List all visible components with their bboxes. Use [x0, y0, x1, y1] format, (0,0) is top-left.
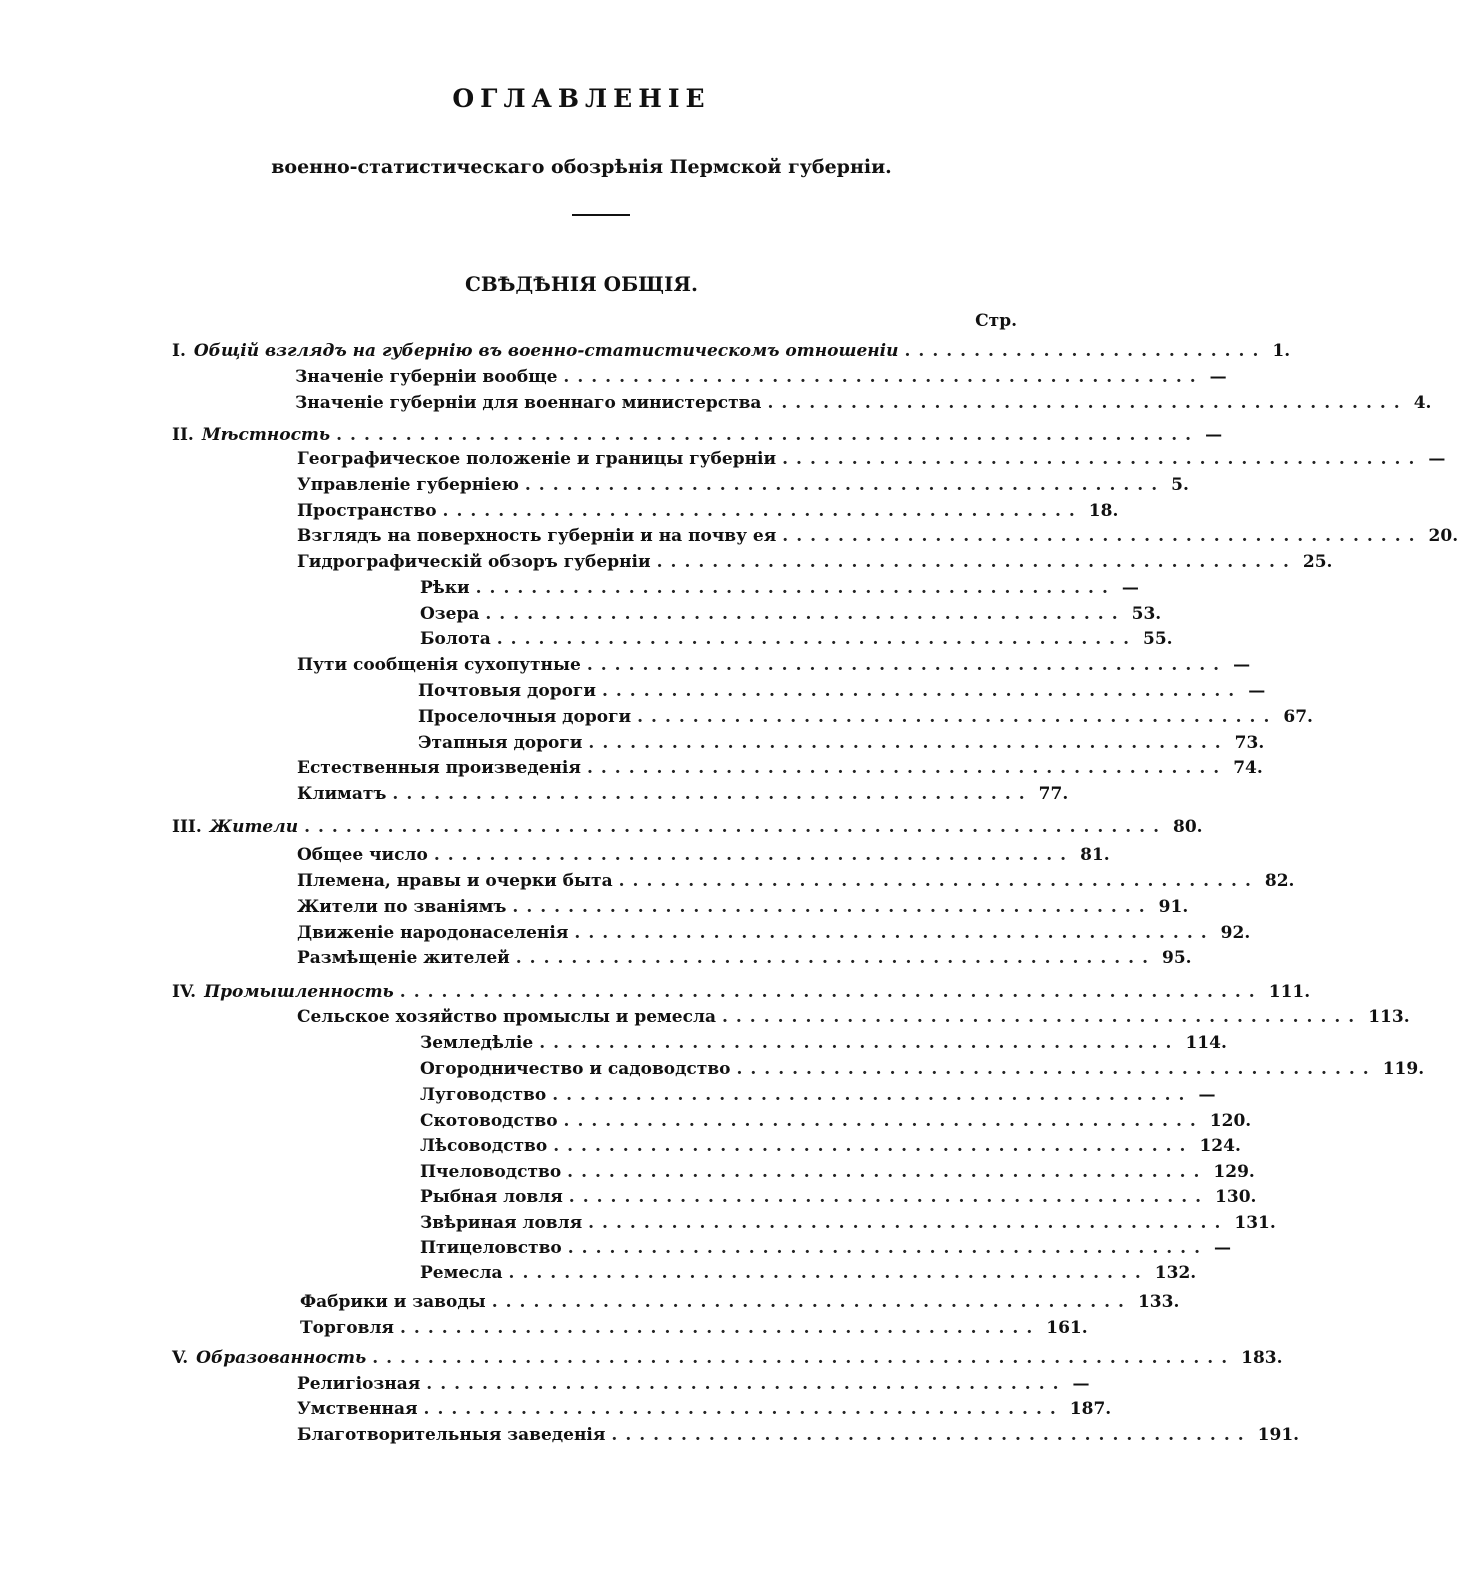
dot-leader: .............................................. — [563, 367, 1204, 387]
toc-entry — [420, 1235, 1231, 1261]
toc-entry — [172, 979, 1311, 1005]
toc-entry — [420, 1159, 1255, 1185]
toc-entry — [420, 1030, 1227, 1056]
toc-entry — [297, 781, 1069, 807]
entry-label: Жители по званiямъ — [297, 897, 507, 917]
toc-entry — [172, 1345, 1283, 1371]
entry-label: Ремесла — [420, 1263, 503, 1283]
entry-page: 91. — [1158, 897, 1189, 917]
page-subtitle: военно-статистическаго обозрѣнiя Пермской губернiи. — [271, 156, 892, 178]
dot-leader: .............................................. — [568, 1187, 1210, 1207]
entry-page: 74. — [1233, 758, 1263, 778]
dot-leader: .............................................. — [552, 1085, 1193, 1105]
toc-entry — [297, 1422, 1300, 1448]
toc-entry — [418, 704, 1313, 730]
entry-label: Умственная — [297, 1399, 418, 1419]
entry-page: 191. — [1257, 1425, 1300, 1445]
entry-label: Почтовыя дороги — [418, 681, 596, 701]
chapter-number: III. — [172, 817, 202, 837]
dot-leader: .............................................. — [512, 897, 1153, 917]
dot-leader: .............................................. — [782, 526, 1423, 546]
dot-leader: .............................................. — [442, 501, 1083, 521]
entry-page: 73. — [1234, 733, 1265, 753]
dot-leader: .............................................. — [586, 655, 1228, 675]
entry-label: Благотворительныя заведенiя — [297, 1425, 606, 1445]
toc-entry — [420, 626, 1173, 652]
entry-page: — — [1248, 681, 1266, 701]
entry-page: — — [1214, 1238, 1231, 1258]
entry-page: 133. — [1137, 1292, 1180, 1312]
toc-entry — [297, 523, 1458, 549]
chapter-number: I. — [172, 341, 186, 361]
entry-page: 183. — [1241, 1348, 1283, 1368]
dot-leader: .............................................. — [767, 393, 1408, 413]
toc-entry — [297, 472, 1189, 498]
entry-page: 95. — [1162, 948, 1192, 968]
toc-entry — [420, 1108, 1252, 1134]
dot-leader: .............................................................. — [304, 817, 1168, 837]
toc-entry — [418, 678, 1266, 704]
entry-label: Пути сообщенiя сухопутные — [297, 655, 581, 675]
toc-entry — [172, 338, 1291, 364]
entry-page: — — [1209, 367, 1227, 387]
entry-page: 55. — [1143, 629, 1173, 649]
dot-leader: .............................................. — [400, 1318, 1041, 1338]
toc-entry — [418, 730, 1265, 756]
dot-leader: .............................................. — [426, 1374, 1067, 1394]
chapter-number: V. — [172, 1348, 189, 1368]
entry-page: 5. — [1171, 475, 1189, 495]
entry-label: Рыбная ловля — [420, 1187, 563, 1207]
dot-leader: .............................................. — [563, 1111, 1204, 1131]
dot-leader: .............................................. — [567, 1238, 1208, 1258]
entry-page: 1. — [1272, 341, 1291, 361]
entry-page: 130. — [1215, 1187, 1257, 1207]
toc-entry — [420, 1260, 1197, 1286]
dot-leader: .............................................. — [736, 1059, 1377, 1079]
entry-page: 131. — [1234, 1213, 1276, 1233]
entry-page: 119. — [1382, 1059, 1425, 1079]
dot-leader: .......................... — [904, 341, 1267, 361]
entry-label: Размѣщенiе жителей — [297, 948, 510, 968]
entry-label: Птицеловство — [420, 1238, 562, 1258]
dot-leader: .............................................. — [433, 845, 1075, 865]
dot-leader: .............................................. — [782, 449, 1423, 469]
toc-entry — [297, 842, 1110, 868]
dot-leader: .............................................. — [491, 1292, 1132, 1312]
entry-label: Мѣстность — [201, 425, 331, 445]
toc-entry — [297, 755, 1263, 781]
dot-leader: .............................................. — [586, 758, 1228, 778]
toc-entry — [297, 652, 1251, 678]
dot-leader: .............................................. — [637, 707, 1278, 727]
entry-label: Движенiе народонаселенiя — [297, 923, 569, 943]
toc-entry — [295, 364, 1227, 390]
toc-entry — [297, 446, 1446, 472]
entry-label: Сельское хозяйство промыслы и ремесла — [297, 1007, 716, 1027]
entry-label: Проселочныя дороги — [418, 707, 632, 727]
entry-label: Скотоводство — [420, 1111, 558, 1131]
dot-leader: .............................................. — [475, 578, 1116, 598]
dot-leader: .............................................. — [508, 1263, 1149, 1283]
entry-page: 20. — [1428, 526, 1458, 546]
toc-entry — [172, 422, 1223, 448]
entry-label: Фабрики и заводы — [300, 1292, 486, 1312]
entry-label: Религiозная — [297, 1374, 421, 1394]
entry-page: 111. — [1268, 982, 1311, 1002]
entry-label: Климатъ — [297, 784, 387, 804]
toc-entry — [297, 1004, 1410, 1030]
entry-page: 82. — [1264, 871, 1295, 891]
toc-entry — [300, 1315, 1088, 1341]
dot-leader: .............................................. — [618, 871, 1259, 891]
entry-label: Лѣсоводство — [420, 1136, 548, 1156]
entry-page: 92. — [1220, 923, 1251, 943]
dot-leader: .............................................. — [392, 784, 1033, 804]
entry-label: Пространство — [297, 501, 437, 521]
toc-entry — [297, 1371, 1090, 1397]
entry-label: Общiй взглядъ на губернiю въ военно-статистическомъ отношенiи — [193, 341, 899, 361]
dot-leader: .............................................. — [567, 1162, 1208, 1182]
entry-page: — — [1428, 449, 1446, 469]
toc-entry — [420, 575, 1139, 601]
entry-label: Болота — [420, 629, 491, 649]
dot-leader: .............................................. — [656, 552, 1297, 572]
toc-entry — [420, 601, 1162, 627]
entry-page: — — [1205, 425, 1223, 445]
entry-page: 161. — [1046, 1318, 1088, 1338]
dot-leader: .............................................. — [553, 1136, 1194, 1156]
toc-entry — [297, 868, 1295, 894]
entry-label: Значенiе губернiи вообще — [295, 367, 558, 387]
toc-entry — [420, 1082, 1216, 1108]
chapter-number: II. — [172, 425, 194, 445]
dot-leader: .............................................. — [496, 629, 1137, 649]
entry-page: 187. — [1069, 1399, 1112, 1419]
dot-leader: .............................................. — [515, 948, 1156, 968]
page-title: ОГЛАВЛЕНIЕ — [452, 84, 711, 113]
entry-page: 132. — [1154, 1263, 1197, 1283]
toc-entry — [420, 1184, 1257, 1210]
entry-label: Озера — [420, 604, 480, 624]
entry-page: — — [1198, 1085, 1216, 1105]
toc-entry — [420, 1056, 1425, 1082]
entry-label: Земледѣлiе — [420, 1033, 534, 1053]
dot-leader: .............................................. — [485, 604, 1126, 624]
entry-label: Племена, нравы и очерки быта — [297, 871, 613, 891]
entry-page: 81. — [1080, 845, 1110, 865]
dot-leader: .............................................. — [539, 1033, 1180, 1053]
entry-page: 124. — [1199, 1136, 1241, 1156]
entry-label: Общее число — [297, 845, 428, 865]
toc-entry — [297, 945, 1192, 971]
page-column-label: Стр. — [975, 311, 1017, 331]
entry-label: Гидрографическiй обзоръ губернiи — [297, 552, 651, 572]
entry-page: 129. — [1213, 1162, 1255, 1182]
entry-label: Этапныя дороги — [418, 733, 583, 753]
entry-page: 120. — [1209, 1111, 1252, 1131]
toc-entry — [172, 814, 1203, 840]
entry-label: Луговодство — [420, 1085, 547, 1105]
toc-entry — [297, 498, 1119, 524]
toc-entry — [295, 390, 1432, 416]
dot-leader: .............................................. — [588, 733, 1229, 753]
dot-leader: .............................................. — [588, 1213, 1229, 1233]
toc-entry — [297, 1396, 1112, 1422]
entry-page: 4. — [1413, 393, 1432, 413]
toc-entry — [420, 1133, 1241, 1159]
dot-leader: .............................................. — [574, 923, 1215, 943]
toc-entry — [420, 1210, 1276, 1236]
entry-page: — — [1121, 578, 1139, 598]
entry-page: 18. — [1088, 501, 1119, 521]
dot-leader: .............................................. — [423, 1399, 1064, 1419]
toc-entry — [300, 1289, 1180, 1315]
entry-label: Образованность — [196, 1348, 367, 1368]
entry-label: Управленiе губернiею — [297, 475, 519, 495]
entry-page: — — [1233, 655, 1251, 675]
entry-page: 53. — [1131, 604, 1162, 624]
entry-page: 77. — [1038, 784, 1069, 804]
dot-leader: .............................................................. — [336, 425, 1200, 445]
entry-label: Промышленность — [204, 982, 394, 1002]
dot-leader: .............................................. — [524, 475, 1166, 495]
entry-page: 113. — [1368, 1007, 1410, 1027]
dot-leader: .............................................................. — [372, 1348, 1236, 1368]
entry-label: Естественныя произведенiя — [297, 758, 581, 778]
entry-page: — — [1072, 1374, 1090, 1394]
entry-label: Географическое положенiе и границы губернiи — [297, 449, 777, 469]
dot-leader: .............................................. — [721, 1007, 1363, 1027]
toc-entry — [297, 894, 1189, 920]
toc-entry — [297, 920, 1251, 946]
toc-entry — [297, 549, 1333, 575]
entry-page: 114. — [1185, 1033, 1227, 1053]
entry-page: 67. — [1283, 707, 1313, 727]
entry-page: 80. — [1173, 817, 1203, 837]
dot-leader: .............................................. — [601, 681, 1243, 701]
entry-label: Звѣриная ловля — [420, 1213, 583, 1233]
chapter-number: IV. — [172, 982, 197, 1002]
dot-leader: .............................................................. — [399, 982, 1263, 1002]
entry-label: Торговля — [300, 1318, 394, 1338]
entry-label: Рѣки — [420, 578, 470, 598]
dot-leader: .............................................. — [611, 1425, 1252, 1445]
entry-page: 25. — [1302, 552, 1333, 572]
entry-label: Пчеловодство — [420, 1162, 562, 1182]
entry-label: Жители — [209, 817, 299, 837]
entry-label: Значенiе губернiи для военнаго министерства — [295, 393, 762, 413]
entry-label: Взглядъ на поверхность губернiи и на почву ея — [297, 526, 777, 546]
entry-label: Огородничество и садоводство — [420, 1059, 731, 1079]
section-heading: СВѢДѢНIЯ ОБЩIЯ. — [465, 272, 698, 296]
